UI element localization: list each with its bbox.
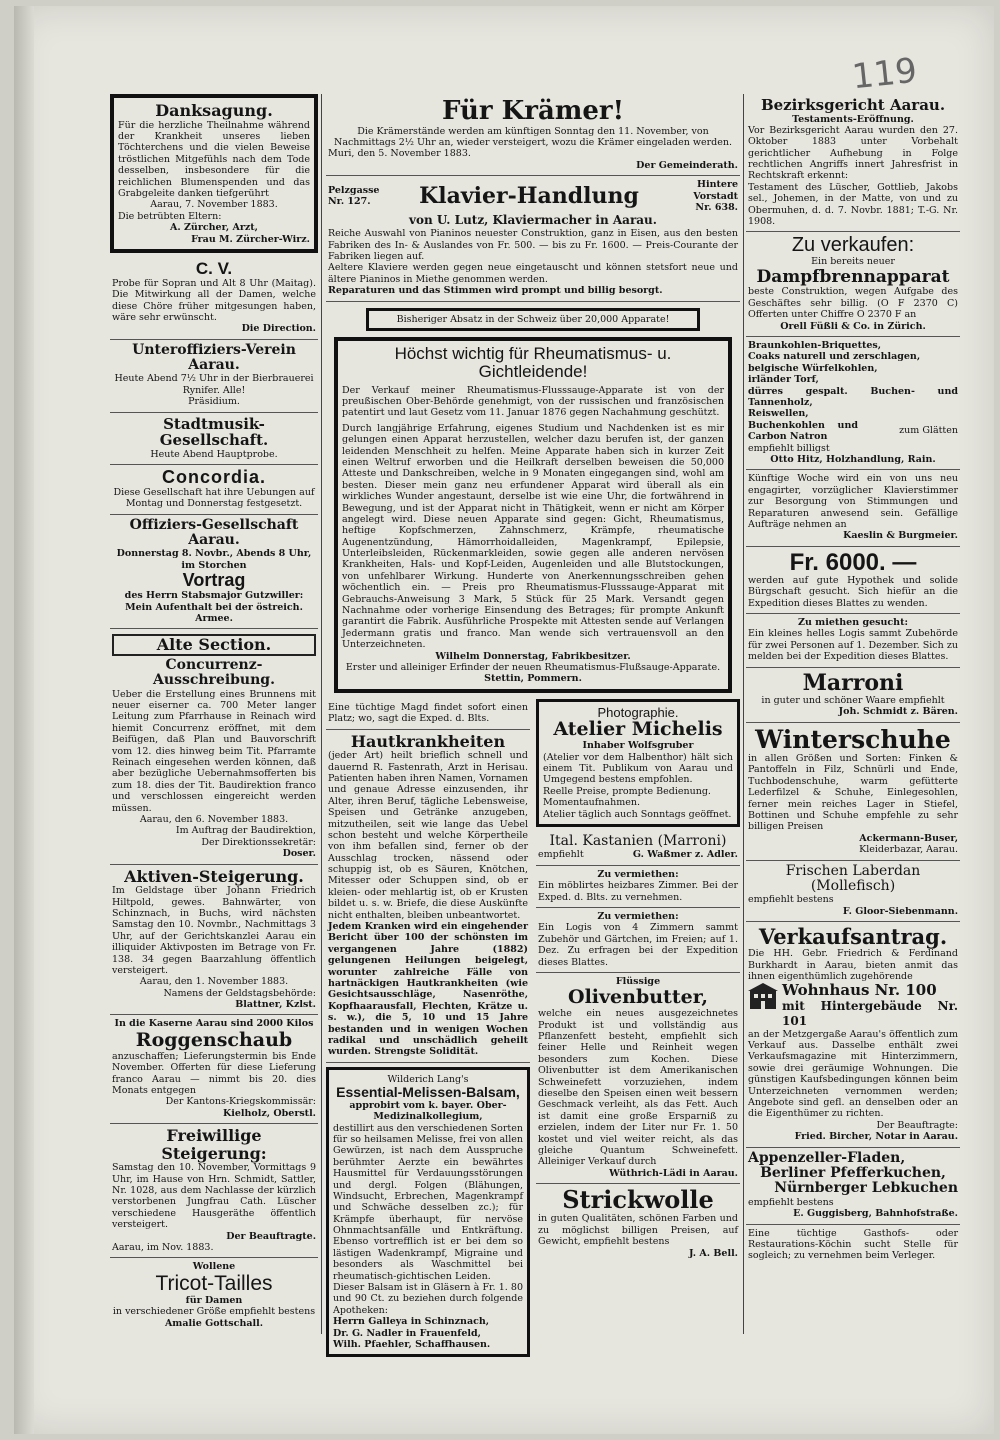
column-rule-2 <box>743 94 744 1334</box>
zimmer-ad <box>536 866 740 908</box>
ad-title: Zu miethen gesucht: <box>798 617 908 629</box>
ad-date: Aarau, den 6. November 1883. <box>139 814 289 825</box>
verkaufsantrag-ad <box>746 922 960 1147</box>
ad-body: Durch langjährige Erfahrung, eigenes Studium und Nachdenken ist es mir gelungen einen Apparat herzustellen, welcher dazu berufen ist, der ganzen leidenden Menschheit zu helfen. Meine Apparate haben sich in kurzer Zeit einen Weltruf erworben und die Heilkraft derselben beweisen die 50,000 Atteste und Dankschreiben, welche in 9 Monaten eingegangen sind, wohl am besten. Dieser mein ganz neu erfundener Apparat wird überall als ein wirkliches Wunder angestaunt, derselbe ist wie eine Uhr, die fortwährend in Bewegung, und ist der Apparat nicht in Thätigkeit, wenn er nicht am Körper angelegt wird. Diese neuen Apparate sind gegen: Gicht, Rheumatismus, heftige Kopfschmerzen, Zahnschmerz, Krämpfe, rheumatische Augenentzündung, Hämorrhoidalleiden, Magenkrampf, Epilepsie, Unterleibsleiden, Rückenmarkleiden, sowie gegen alle anderen nervösen Krankheiten, Hals- und Kopf-Leiden, Augenleiden und alle Blutstockungen, von unfehlbarer Wirkung. Hunderte von Anerkennungsschreiben gehen wöchentlich ein. — Preis pro Rheumatismus-Flusssauge-Apparat mit Gebrauchs-Anweisung 3 Mark, 5 Stück für 25 Mark. Versandt gegen Nachnahme oder vorherige Einsendung des Betrages; für prompte Ankunft garantirt die Fabrik. Ausführliche Prospekte mit Attesten sende auf Verlangen Jedermann gratis und franco. Man wende sich vertrauensvoll an den Unterzeichneten. <box>342 422 724 651</box>
ad-date: Muri, den 5. November 1883. <box>328 148 471 160</box>
zu-miethen-ad <box>746 614 960 668</box>
ad-body: empfiehlt <box>538 849 584 861</box>
ad-body: Für die herzliche Theilnahme während der Krankheit unseres lieben Töchterchens und die vielen Beweise tröstlichen Mitgefühls nach dem Tode desselben, insbesondere für die reichlichen Blumenspenden und das Grabgeleite danken tiefgerührt <box>118 119 310 199</box>
ad-date: Aarau, den 1. November 1883. <box>139 976 289 988</box>
ad-subtitle: für Damen <box>185 1294 243 1306</box>
ad-body: Eine tüchtige Gasthofs- oder Restaurations-Köchin sucht Stelle für sogleich; zu vernehmen beim Verleger. <box>748 1227 958 1262</box>
ad-body: Testament des Lüscher, Gottlieb, Jakobs sel., Johemen, in der Matte, von und zu Obermuhen, d. d. 7. Novbr. 1881; T.-G. Nr. 1908. <box>748 181 958 228</box>
ad-title: Marroni <box>802 669 904 696</box>
ad-subtitle: von U. Lutz, Klaviermacher in Aarau. <box>409 213 657 228</box>
ad-signature: Joh. Schmidt z. Bären. <box>838 706 958 718</box>
bezirksgericht-ad <box>746 94 960 232</box>
ad-body: Die HH. Gebr. Friedrich & Ferdinand Burkhardt in Aarau, bieten anmit das ihnen eigenthümlich zugehörende <box>748 948 958 983</box>
danksagung-ad <box>110 94 318 253</box>
ad-title: Hautkrankheiten <box>350 731 506 751</box>
house-icon <box>748 982 778 1010</box>
ad-body: destillirt aus den verschiedenen Sorten für so heilsamen Melisse, frei von allen Gewürzen, ist nach dem Ausspruche berühmter Aerzte ein bewährtes Hausmittel für Verdauungsstörungen und dergl. Folgen (Blähungen, Windsucht, Erbrechen, Magenkrampf und Schwäche desselben zc.); für Krämpfe überhaupt, für nervöse Ohnmachtsanfälle und Entkräftung. Ebenso vortrefflich ist er bei dem so lästigen Wadenkrampf, Migraine und besonders als Waschmittel bei rheumatisch-gichtischen Leiden. <box>333 1122 523 1282</box>
handwritten-folio-number: 119 <box>850 50 919 98</box>
klavierstimmer-ad <box>746 470 960 546</box>
ad-heading: Dampfbrennapparat <box>756 266 950 287</box>
ad-body: Ein Logis von 4 Zimmern sammt Zubehör und Gärtchen, im Freien; auf 1. Dez. Zu erfragen bei der Expedition dieses Blattes. <box>538 922 738 968</box>
ad-text: Die betrübten Eltern: <box>118 210 222 222</box>
ad-signature: Otto Hitz, Holzhandlung, Rain. <box>770 453 936 465</box>
olivenbutter-ad <box>536 973 740 1184</box>
ad-signature: Der Kantons-Kriegskommissär: <box>165 1096 316 1108</box>
ad-signature: Kielholz, Oberstl. <box>222 1107 316 1119</box>
ad-signature: Blattner, Kzlst. <box>235 999 316 1011</box>
ad-body: Ueber die Erstellung eines Brunnens mit neuer eiserner ca. 700 Meter langer Leitung zum Pfarrhause in Reinach wird hiemit Concurrenz eröffnet, mit dem Beifügen, daß Plan und Bauvorschrift vom 12. dies hinweg beim Tit. Pfarramte Reinach eingesehen werden können, daß aber bezügliche Uebernahmsofferten bis zum 18. dies der Tit. Baudirektion franco und verschlossen eingereicht werden müssen. <box>112 688 316 814</box>
ad-title: Roggenschaub <box>135 1028 293 1051</box>
ad-title: Stadtmusik-Gesellschaft. <box>159 414 269 450</box>
ad-body: Eine tüchtige Magd findet sofort einen Platz; wo, sagt die Exped. d. Blts. <box>328 701 528 725</box>
ad-body: empfiehlt bestens <box>748 894 834 906</box>
winterschuhe-ad <box>746 723 960 861</box>
ad-body: in guten Qualitäten, schönen Farben und zu möglichst billigen Preisen, auf Gewicht, empfiehlt bestens <box>538 1213 738 1248</box>
ad-title: Fr. 6000. — <box>789 548 917 576</box>
ad-title: Olivenbutter, <box>568 986 708 1009</box>
ad-body: Die Krämerstände werden am künftigen Sonntag den 11. November, von Nachmittags 2½ Uhr an, wieder versteigert, wozu die Krämer eingeladen werden. <box>334 125 732 148</box>
ad-title: Frischen Laberdan (Mollefisch) <box>785 862 921 894</box>
newspaper-page <box>14 6 994 1434</box>
ad-signature: Der Direktionssekretär: <box>201 836 316 848</box>
magd-ad <box>326 699 530 730</box>
ad-signature: E. Guggisberg, Bahnhofstraße. <box>793 1208 958 1220</box>
alte-section-ad <box>110 629 318 864</box>
koechin-ad <box>746 1225 960 1266</box>
ad-body: Heute Abend Hauptprobe. <box>150 448 278 460</box>
ad-text: Herrn Galleya in Schinznach, <box>333 1316 490 1328</box>
ad-signature: Präsidium. <box>188 396 240 408</box>
ad-body: Probe für Sopran und Alt 8 Uhr (Maitag). Die Mitwirkung all der Damen, welche diese Chöre früher mitgesungen haben, wäre sehr erwünscht. <box>112 277 316 323</box>
hautkrankheiten-ad <box>326 730 530 1063</box>
ad-signature: Doser. <box>282 848 316 860</box>
ad-title: Strickwolle <box>562 1185 714 1215</box>
kohlen-ad <box>746 337 960 470</box>
ad-body: Ein möblirtes heizbares Zimmer. Bei der Exped. d. Blts. zu vernehmen. <box>538 880 738 903</box>
unteroffiziers-ad <box>110 340 318 413</box>
ad-signature: Der Beauftragte: <box>876 1119 958 1131</box>
ad-body: Reparaturen und das Stimmen wird prompt und billig besorgt. <box>328 285 663 297</box>
ad-heading: Berliner Pfefferkuchen, <box>760 1164 946 1181</box>
ad-text: Momentaufnahmen. <box>543 797 640 809</box>
ad-body: Jedem Kranken wird ein eingehender Bericht über 100 der schönsten im vergangenen Jahre (1882) gelungenen Heilungen beigelegt, worunter zahlreiche Fälle von hartnäckigen Hautkrankheiten (wie Gesichtsausschläge, Nasenröthe, Kopfhaarausfall, Flechten, Krätze u. s. w.), die 5, 10 und 15 Jahre bestanden und in wenigen Wochen radikal und unschädlich geheilt wurden. Strengste Solidität. <box>328 921 528 1058</box>
ad-address-right: Hintere Vorstadt Nr. 638. <box>693 179 738 213</box>
ad-body: beste Construktion, wegen Aufgabe des Geschäftes sehr billig. (O F 2370 C) Offerten unter Chiffre O 2370 F an <box>748 286 958 321</box>
ad-text: Wilderich Lang's <box>387 1073 469 1085</box>
middle-lower-left <box>326 699 530 1362</box>
ad-date: Aarau, im Nov. 1883. <box>112 1242 214 1253</box>
ad-signature: G. Waßmer z. Adler. <box>632 849 738 861</box>
zu-verkaufen-ad <box>746 232 960 337</box>
photographie-ad <box>536 699 740 827</box>
concordia-ad <box>110 465 318 515</box>
ad-subtitle: approbirt vom k. bayer. Ober-Medizinalkollegium, <box>349 1099 507 1123</box>
offiziers-ad <box>110 515 318 630</box>
middle-lower-split <box>326 699 740 1362</box>
ad-signature: J. A. Bell. <box>689 1247 738 1259</box>
ad-signature: Ackermann-Buser, <box>859 832 958 844</box>
middle-lower-right <box>536 699 740 1362</box>
ad-title: Höchst wichtig für Rheumatismus- u. Gichtleidende! <box>394 343 672 381</box>
ad-body: empfiehlt bestens <box>748 1196 834 1208</box>
fladen-ad <box>746 1148 960 1225</box>
ad-signature: A. Zürcher, Arzt, <box>170 222 258 234</box>
ad-signature: Stettin, Pommern. <box>484 673 582 685</box>
ad-body: Aeltere Klaviere werden gegen neue eingetauscht und können stetsfort neue und ältere Pianinos in Miethe genommen werden. <box>328 262 738 285</box>
ad-body: Heute Abend 7½ Uhr in der Bierbrauerei Rynifer. Alle! <box>114 373 314 396</box>
ad-title: Freiwillige Steigerung: <box>161 1126 267 1163</box>
ad-title: Zu verkaufen: <box>791 234 915 257</box>
logis-ad <box>536 908 740 973</box>
melissen-ad <box>326 1067 530 1358</box>
ad-title: Winterschuhe <box>755 724 951 754</box>
ad-body: Vor Bezirksgericht Aarau wurden den 27. Oktober 1883 unter Vorbehalt gerichtlicher Aufhebung in Folge rechtlichen Angriffs innert Jahresfrist in Rechtskraft erkennt: <box>748 124 958 182</box>
ad-signature: F. Gloor-Siebenmann. <box>842 905 958 917</box>
ad-body: Künftige Woche wird ein von uns neu engagirter, vorzüglicher Klavierstimmer zur Besorgung von Stimmungen und Reparaturen anwesend sein. Gefällige Aufträge nehmen an <box>748 473 958 530</box>
cv-ad <box>110 257 318 340</box>
stadtmusik-ad <box>110 413 318 465</box>
ad-text: Dr. G. Nadler in Frauenfeld, <box>333 1327 481 1339</box>
ad-title: Bezirksgericht Aarau. <box>760 96 946 114</box>
page-spine-shadow <box>14 6 34 1434</box>
ad-heading: Wohnhaus Nr. 100 <box>782 981 937 1000</box>
kraemer-ad <box>326 94 740 176</box>
ad-title: Zu vermiethen: <box>597 868 679 880</box>
ad-body: in verschiedener Größe empfiehlt bestens <box>112 1306 316 1318</box>
ad-title: Ital. Kastanien (Marroni) <box>549 833 727 850</box>
house-block <box>748 982 958 1028</box>
ad-signature: Namens der Geldstagsbehörde: <box>163 987 316 999</box>
ad-text: Erster und alleiniger Erfinder der neuen Rheumatismus-Flußsauge-Apparate. <box>345 662 721 673</box>
ad-body: In die Kaserne Aarau sind 2000 Kilos <box>114 1018 314 1030</box>
ad-title: Concordia. <box>161 467 266 488</box>
ad-body: Donnerstag 8. Novbr., Abends 8 Uhr, im Storchen <box>116 548 312 571</box>
ad-signature: Frau M. Zürcher-Wirz. <box>191 233 310 245</box>
ad-list-item: belgische Würfelkohlen, <box>748 362 878 374</box>
ad-title: Unteroffiziers-Verein Aarau. <box>132 341 296 374</box>
ad-title: Tricot-Tailles <box>155 1271 273 1295</box>
ad-body: Diese Gesellschaft hat ihre Uebungen auf Montag und Donnerstag festgesetzt. <box>113 486 315 510</box>
column-rule-1 <box>321 94 322 1334</box>
ad-body: in guter und schöner Waare empfiehlt <box>761 694 945 706</box>
ad-body: an der Metzgergaße Aarau's öffentlich zum Verkauf aus. Dasselbe enthält zwei Verkaufsmagazine mit Hinterzimmern, sowie drei geräumige Wohnungen. Die günstigen Kaufsbedingungen können beim Unterzeichneten vernommen werden; Angebote sind gefl. an denselben oder an die Eigenthümer zu richten. <box>748 1028 958 1120</box>
kastanien-ad <box>536 831 740 866</box>
ad-list-item: Reiswellen, <box>748 408 809 420</box>
absatz-banner: Bisheriger Absatz in der Schweiz über 20,000 Apparate! <box>366 308 700 331</box>
tricot-ad <box>110 1258 318 1333</box>
ad-date: Aarau, 7. November 1883. <box>150 199 278 211</box>
ad-title: Essential-Melissen-Balsam, <box>336 1084 520 1101</box>
ad-text: Atelier täglich auch Sonntags geöffnet. <box>543 808 732 820</box>
column-left <box>110 94 318 1344</box>
ad-body: in allen Größen und Sorten: Finken & Pantoffeln in Filz, Schnürli und Ende, Tuchbodenschuhe, warm gefütterte Lederfilzel & Schuhe, Einlegesohlen, ferner mein reiches Lager in Stiefel, Bottinen und Schuhe empfehle zu sehr billigen Preisen <box>748 753 958 833</box>
ad-heading: Appenzeller-Fladen, <box>748 1149 906 1166</box>
ad-text: zum Glätten <box>899 425 958 437</box>
column-right <box>746 94 960 1344</box>
ad-signature: Amalie Gottschall. <box>164 1317 264 1329</box>
ad-title: Danksagung. <box>155 101 273 120</box>
ad-heading: Concurrenz-Ausschreibung. <box>153 656 275 689</box>
ad-signature: Wilhelm Donnerstag, Fabrikbesitzer. <box>435 650 631 662</box>
ad-text: Reelle Preise, prompte Bedienung. <box>543 785 711 797</box>
ad-body: Samstag den 10. November, Vormittags 9 Uhr, im Hause von Hrn. Schmidt, Sattler, Nr. 1028, aus dem Nachlasse der kürzlich verstorbenen Jungfrau Cath. Lüscher verschiedene Hausgeräthe öffentlich versteigert. <box>112 1162 316 1231</box>
fr6000-ad <box>746 547 960 614</box>
ad-text: Wollene <box>192 1261 236 1273</box>
ad-signature: Der Gemeinderath. <box>636 159 738 171</box>
ad-subtitle: Testaments-Eröffnung. <box>792 113 914 125</box>
column-middle <box>326 94 740 1350</box>
ad-list-item: Buchenkohlen und Carbon Natron <box>748 419 858 443</box>
ad-list-item: irländer Torf, <box>748 374 819 386</box>
ad-body: empfiehlt billigst <box>748 442 830 454</box>
ad-body: Im Geldstage über Johann Friedrich Hiltpold, gewes. Bahnwärter, von Schinznach, in Buchs, wird nächsten Samstag den 10. Novmbr., Nachmittags 3 Uhr, auf der Gerichtskanzlei Aarau ein illiquider Aktivposten im Betrage von Fr. 138. 34 gegen Baarzahlung öffentlich versteigert. <box>112 885 316 976</box>
marroni-ad <box>746 668 960 723</box>
ad-body: Ein kleines helles Logis sammt Zubehörde für zwei Personen auf 1. Dezember. Sich zu melden bei der Expedition dieses Blattes. <box>748 628 958 663</box>
ad-body: (Atelier vor dem Halbenthor) hält sich einem Tit. Publikum von Aarau und Umgegend bestens empfohlen. <box>543 751 733 786</box>
klavier-ad <box>326 176 740 301</box>
ad-title: Offiziers-Gesellschaft Aarau. <box>129 516 299 549</box>
ad-title: C. V. <box>195 258 233 278</box>
aktiven-ad <box>110 865 318 1016</box>
ad-title: Verkaufsantrag. <box>758 924 948 950</box>
ad-body: Reiche Auswahl von Pianinos neuester Construktion, ganz in Eisen, aus den besten Fabriken des In- & Auslandes von Fr. 500. — bis zu Fr. 1600. — Preis-Courante der Fabriken liegen auf. <box>328 228 738 262</box>
ad-address-left: Pelzgasse Nr. 127. <box>328 184 380 208</box>
ad-heading: Vortrag <box>182 570 246 591</box>
ad-list-item: dürres gespalt. Buchen- und Tannenholz, <box>748 385 958 408</box>
ad-signature: Wüthrich-Lädi in Aarau. <box>609 1167 738 1179</box>
ad-body: anzuschaffen; Lieferungstermin bis Ende November. Offerten für diese Lieferung franco Aarau — nimmt bis 20. dies Monats entgegen <box>112 1050 316 1096</box>
ad-body: Der Verkauf meiner Rheumatismus-Flusssauge-Apparate ist von der preußischen Ober-Behörde genehmigt, von der russischen und französischen patentirt und laut Gesetz vom 11. Januar 1876 gegen Nachahmung geschützt. <box>342 384 724 419</box>
ad-list-item: Braunkohlen-Briquettes, <box>748 340 882 352</box>
ad-text: Photographie. <box>597 704 679 720</box>
ad-signature: Im Auftrag der Baudirektion, <box>175 825 316 837</box>
ad-list-item: Coaks naturell und zerschlagen, <box>748 351 921 363</box>
ad-signature: Kaeslin & Burgmeier. <box>843 530 958 542</box>
ad-body: (jeder Art) heilt brieflich schnell und dauernd R. Fastenrath, Arzt in Herisau. Patienten haben ihren Namen, Vornamen und genaue Adresse einzusenden, ihr Alter, ihren Beruf, tägliche Lebensweise, Speisen und Getränke anzugeben, mitzutheilen, seit wie lange das Uebel schon besteht und welche Körpertheile von ihm befallen sind, ferner ob der Ausschlag trocken, nässend oder schuppig ist, ob es Säuren, Knötchen, Mitesser oder Schuppen sind, ob er kleien- oder mehlartig ist, ob er Krusten bildet u. s. w. Briefe, die diese Auskünfte nicht enthalten, bleiben unbeantwortet. <box>328 750 528 921</box>
ad-signature: Der Beauftragte. <box>226 1230 316 1242</box>
ad-signature: Die Direction. <box>241 323 316 335</box>
ad-title: Zu vermiethen: <box>597 911 679 922</box>
ad-heading: Nürnberger Lebkuchen <box>774 1180 958 1197</box>
ad-title: Alte Section. <box>112 634 316 656</box>
ad-text: Wilh. Pfaehler, Schaffhausen. <box>333 1338 491 1350</box>
ad-body: welche ein neues ausgezeichnetes Produkt ist und vollständig aus Pflanzenfett besteht, empfiehlt sich feiner Helle und Reinheit wegen besonders zum Kochen. Diese Olivenbutter ist dem Amerikanischen Schweinefett vorzuziehen, indem dieselbe den Speisen einen weit bessern Geschmack verleiht, als das Fett. Auch ist damit eine große Ersparniß zu erzielen, indem der Liter nur Fr. 1. 50 kostet und viel weiter reicht, als das gleiche Quantum Schweinefett. Alleiniger Verkauf durch <box>538 1008 738 1168</box>
ad-subtitle: mit Hintergebäude Nr. 101 <box>782 998 958 1028</box>
ad-subtitle: Inhaber Wolfsgruber <box>582 740 694 752</box>
ad-title: Atelier Michelis <box>553 718 723 741</box>
ad-signature: Fried. Bircher, Notar in Aarau. <box>794 1131 958 1143</box>
ad-signature: Kleiderbazar, Aarau. <box>859 844 958 856</box>
laberdan-ad <box>746 861 960 923</box>
ad-title: Klavier-Handlung <box>419 183 639 210</box>
ad-text: Flüssige <box>615 975 661 987</box>
ad-signature: Orell Füßli & Co. in Zürich. <box>780 320 926 332</box>
ad-body: Dieser Balsam ist in Gläsern à Fr. 1. 80 und 90 Ct. zu beziehen durch folgende Apotheken: <box>333 1282 523 1316</box>
ad-title: Aktiven-Steigerung. <box>124 866 304 886</box>
roggenschaub-ad <box>110 1015 318 1124</box>
ad-text: Ein bereits neuer <box>811 256 895 268</box>
freiwillige-ad <box>110 1124 318 1258</box>
ad-subtitle: des Herrn Stabsmajor Gutzwiller: Mein Aufenthalt bei der östreich. Armee. <box>124 590 304 624</box>
rheumatismus-ad <box>334 337 732 693</box>
ad-body: werden auf gute Hypothek und solide Bürgschaft gesucht. Sich hiefür an die Expedition dieses Blattes zu wenden. <box>748 574 958 609</box>
strickwolle-ad <box>536 1184 740 1263</box>
ad-title: Für Krämer! <box>442 96 624 126</box>
